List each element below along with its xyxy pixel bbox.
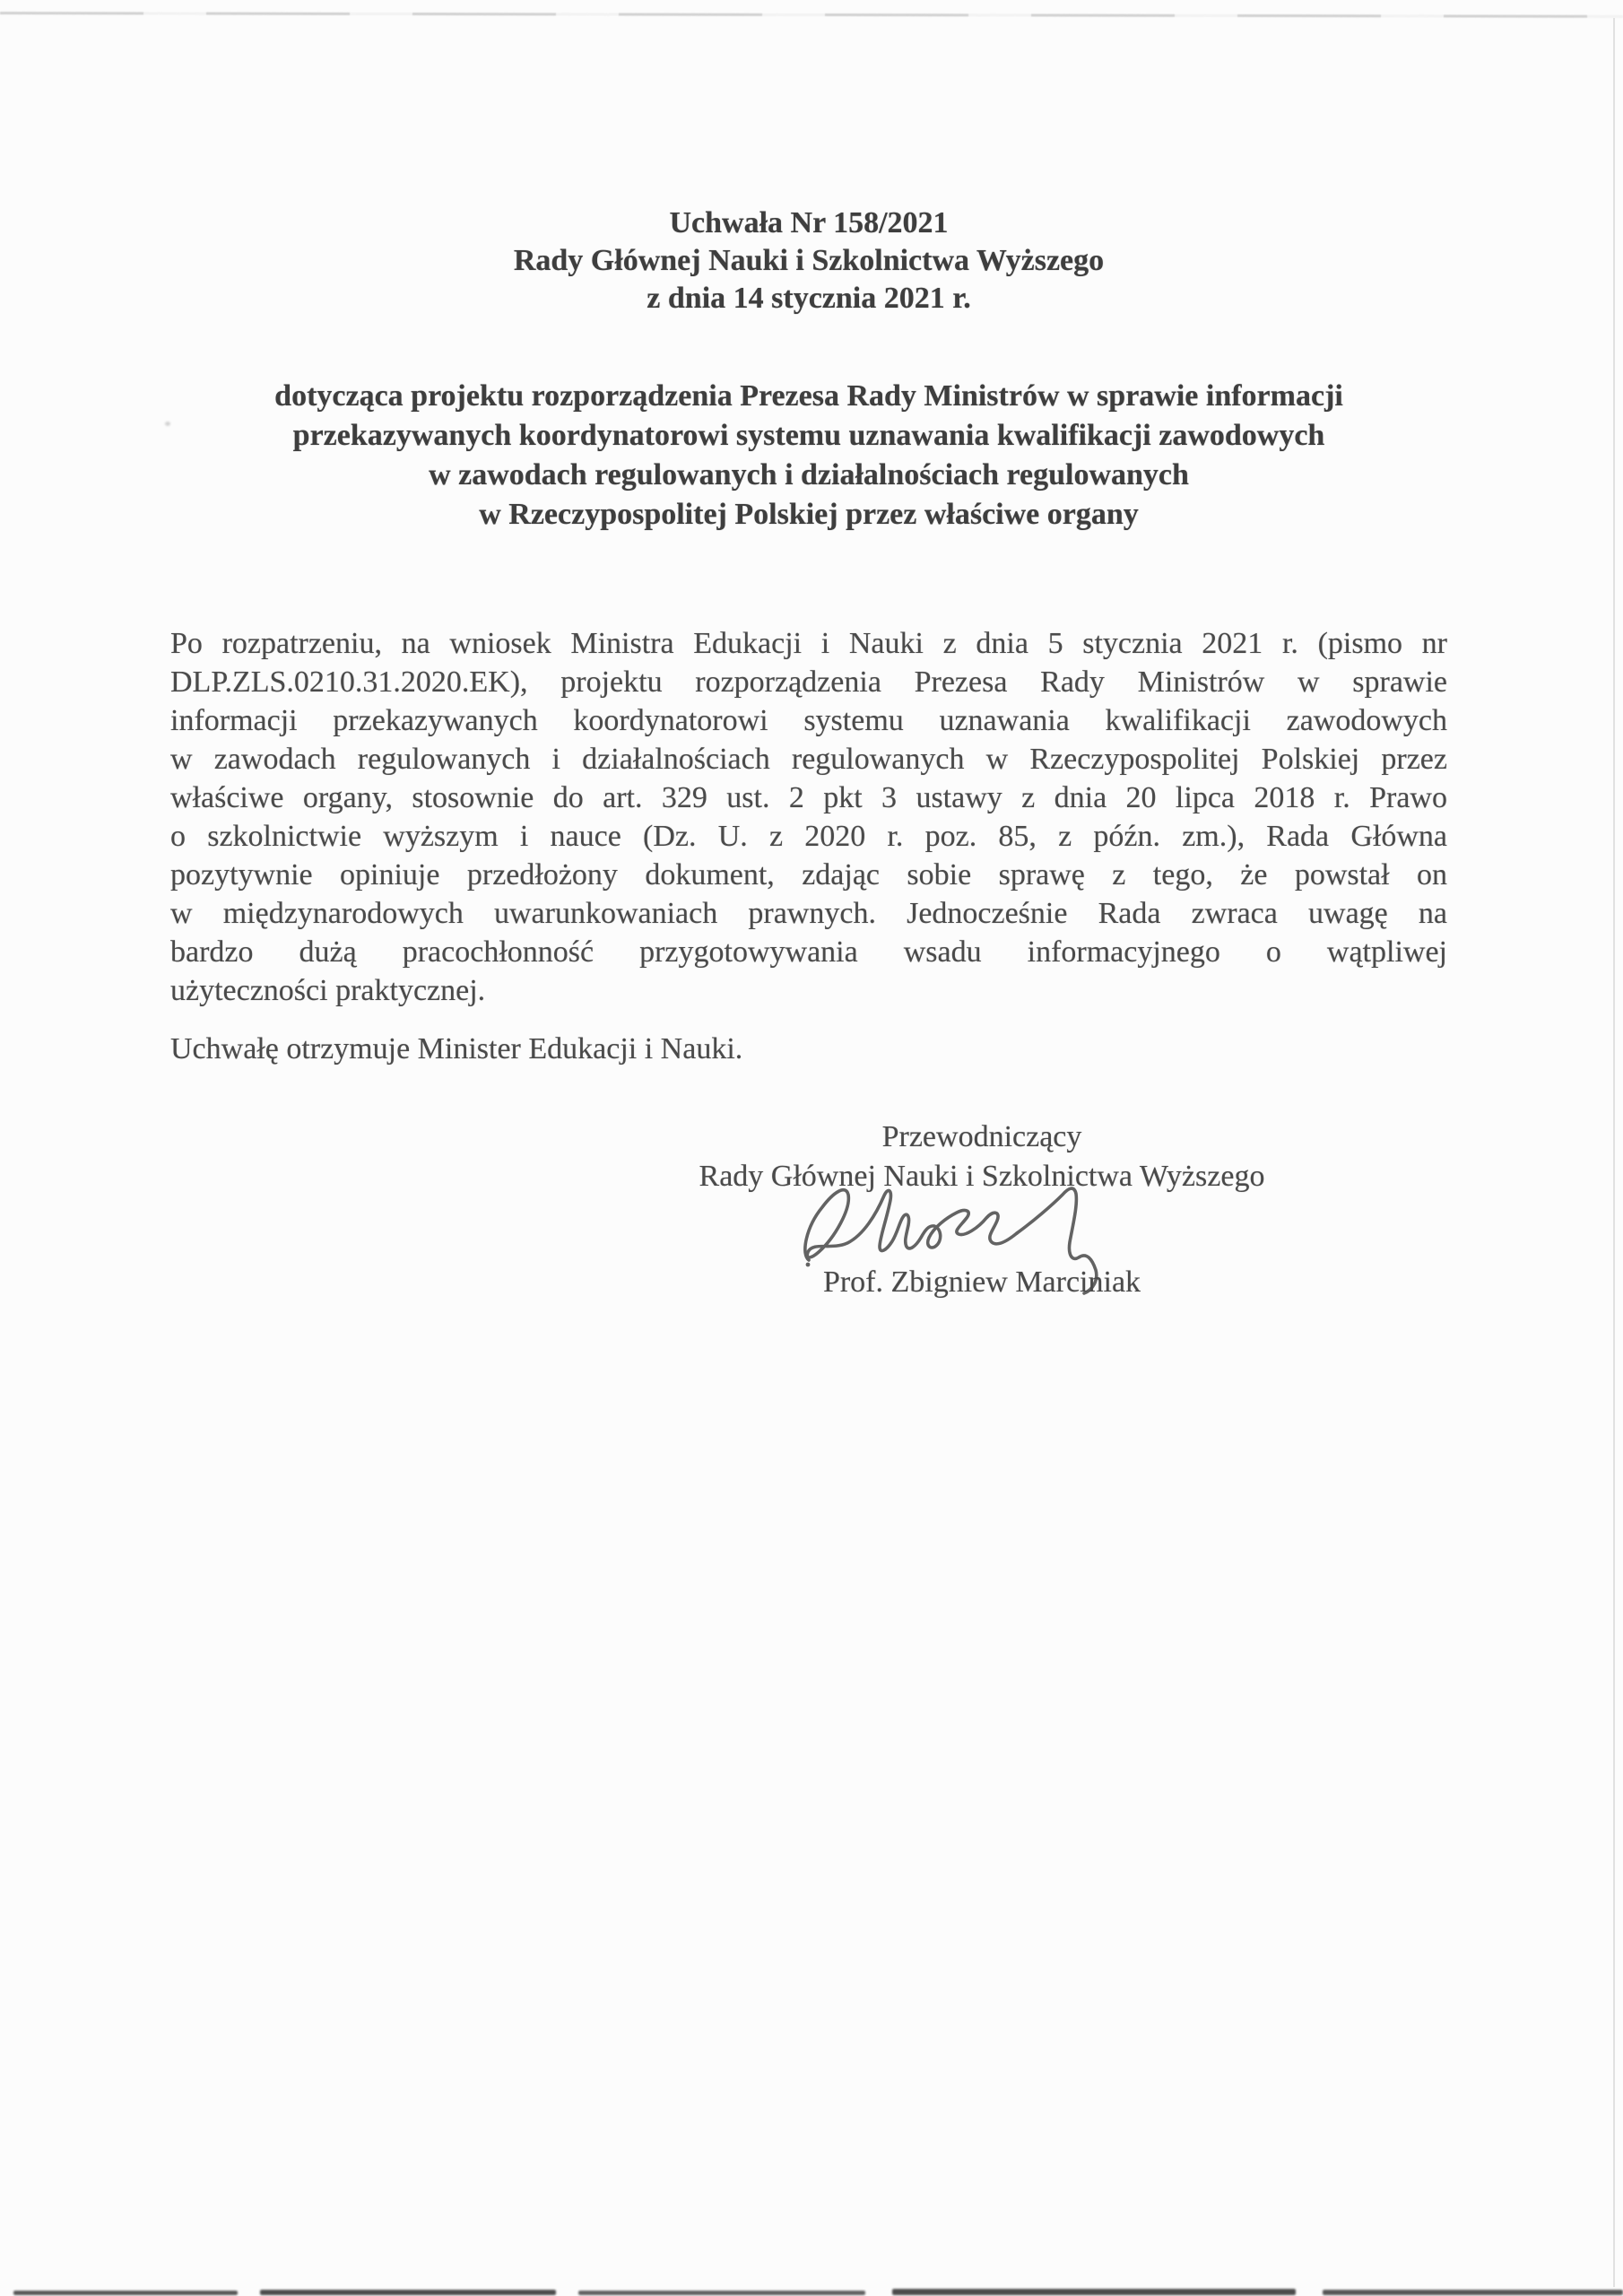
subject-line: w zawodach regulowanych i działalnościach regulowanych: [429, 458, 1189, 491]
title-line-number: Uchwała Nr 158/2021: [669, 206, 949, 239]
body-line: w zawodach regulowanych i działalnościach regulowanych w Rzeczypospolitej Polskiej przez: [170, 743, 1447, 776]
title-line-council: Rady Głównej Nauki i Szkolnictwa Wyższego: [513, 244, 1105, 277]
body-line: DLP.ZLS.0210.31.2020.EK), projektu rozporządzenia Prezesa Rady Ministrów w sprawie: [170, 665, 1447, 699]
distribution-line: Uchwałę otrzymuje Minister Edukacji i Nauki.: [170, 1032, 743, 1065]
body-line: Po rozpatrzeniu, na wniosek Ministra Edukacji i Nauki z dnia 5 stycznia 2021 r. (pismo nr: [170, 627, 1447, 660]
signature-role: Przewodniczący: [881, 1120, 1082, 1153]
scan-artifact-bottom-edge: [0, 2285, 1623, 2296]
scan-artifact-right-edge-line: [1613, 18, 1615, 2287]
body-line: w międzynarodowych uwarunkowaniach prawnych. Jednocześnie Rada zwraca uwagę na: [170, 897, 1447, 930]
scan-artifact-top-line: [0, 12, 1623, 18]
title-line-date: z dnia 14 stycznia 2021 r.: [647, 282, 971, 315]
body-line: użyteczności praktycznej.: [170, 974, 486, 1007]
scan-edge-segment: [260, 2290, 556, 2295]
body-line: bardzo dużą pracochłonność przygotowywania wsadu informacyjnego o wątpliwej: [170, 935, 1447, 969]
signer-name: Prof. Zbigniew Marciniak: [822, 1265, 1141, 1299]
subject-line: przekazywanych koordynatorowi systemu uznawania kwalifikacji zawodowych: [292, 419, 1325, 452]
scan-edge-segment: [892, 2289, 1296, 2295]
body-line: o szkolnictwie wyższym i nauce (Dz. U. z 2020 r. poz. 85, z późn. zm.), Rada Główna: [170, 820, 1447, 853]
scan-edge-segment: [1323, 2290, 1623, 2295]
body-line: pozytywnie opiniuje przedłożony dokument, zdając sobie sprawę z tego, że powstał on: [170, 858, 1447, 891]
body-paragraph: [170, 624, 1447, 1010]
subject-line: w Rzeczypospolitej Polskiej przez właściwe organy: [479, 498, 1139, 531]
resolution-subject: [170, 377, 1447, 535]
subject-line: dotycząca projektu rozporządzenia Prezesa Rady Ministrów w sprawie informacji: [274, 379, 1343, 413]
body-line: informacji przekazywanych koordynatorowi systemu uznawania kwalifikacji zawodowych: [170, 704, 1447, 737]
resolution-title: [170, 204, 1447, 317]
scan-edge-segment: [578, 2291, 865, 2295]
scan-edge-segment: [13, 2291, 238, 2295]
body-line: właściwe organy, stosownie do art. 329 ust. 2 pkt 3 ustawy z dnia 20 lipca 2018 r. Prawo: [170, 781, 1447, 814]
signature-org: Rady Głównej Nauki i Szkolnictwa Wyższego: [699, 1160, 1265, 1193]
